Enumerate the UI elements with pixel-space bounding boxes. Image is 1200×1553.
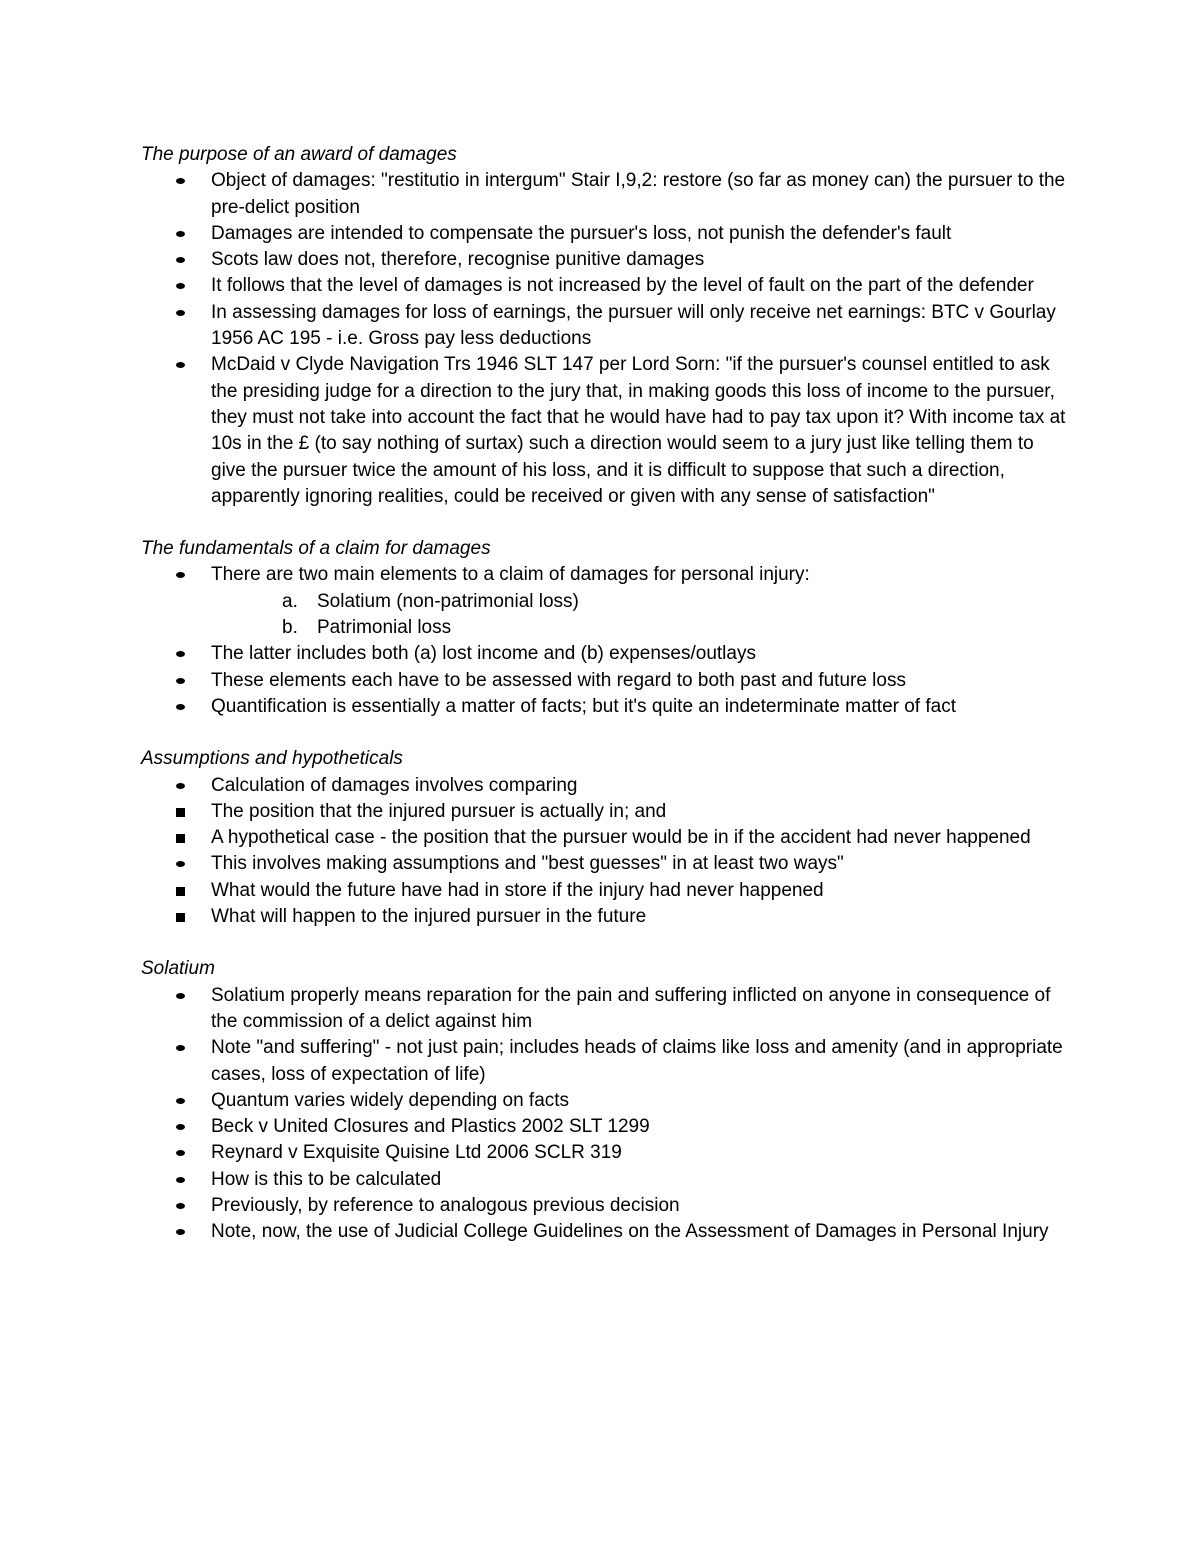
bullet-dot-icon [176,1140,194,1166]
list-item-text: What will happen to the injured pursuer in the future [211,906,647,928]
list-item-text: Object of damages: "restitutio in intergum" Stair I,9,2: restore (so far as money can) the pursuer to the pre-delict position [211,170,1066,218]
list-item [141,851,1071,877]
bullet-square-icon [176,799,194,825]
bullet-list [141,168,1071,510]
list-item [141,1193,1071,1219]
bullet-dot-icon [176,1035,194,1061]
list-item [141,668,1071,694]
bullet-dot-icon [176,851,194,877]
list-item [141,799,1071,825]
bullet-list [141,773,1071,931]
sub-list-marker: b. [282,617,298,639]
section-purpose [141,142,1071,510]
list-item-text: Scots law does not, therefore, recognise punitive damages [211,249,705,271]
list-item-text: The position that the injured pursuer is actually in; and [211,800,667,822]
sub-list-marker: a. [282,590,298,612]
list-item-text: A hypothetical case - the position that the pursuer would be in if the accident had never happened [211,827,1031,849]
list-item-text: Quantum varies widely depending on facts [211,1089,570,1111]
document-page [141,142,1071,1272]
list-item [141,641,1071,667]
list-item [141,1114,1071,1140]
list-item [141,273,1071,299]
list-item-text: Solatium (non-patrimonial loss) [317,590,579,612]
list-item-text: Damages are intended to compensate the pursuer's loss, not punish the defender's fault [211,222,952,244]
list-item-text: It follows that the level of damages is not increased by the level of fault on the part of the defender [211,275,1034,297]
bullet-dot-icon [176,562,194,588]
list-item [141,694,1071,720]
list-item-text: There are two main elements to a claim of damages for personal injury: [211,564,810,586]
list-item [141,1088,1071,1114]
list-item [141,904,1071,930]
section-heading: Solatium [141,958,215,980]
list-item-text: What would the future have had in store if the injury had never happened [211,879,824,901]
bullet-dot-icon [176,983,194,1009]
list-item [141,878,1071,904]
list-item-text: Note "and suffering" - not just pain; includes heads of claims like loss and amenity (and in appropriate cases, loss of expectation of life) [211,1037,1063,1085]
list-item [141,1167,1071,1193]
bullet-dot-icon [176,247,194,273]
list-item [141,247,1071,273]
list-item-text: Quantification is essentially a matter of facts; but it's quite an indeterminate matter of fact [211,695,956,717]
list-item-text: Beck v United Closures and Plastics 2002 SLT 1299 [211,1116,650,1138]
list-item [141,221,1071,247]
section-assumptions [141,746,1071,930]
bullet-dot-icon [176,773,194,799]
list-item-text: McDaid v Clyde Navigation Trs 1946 SLT 147 per Lord Sorn: "if the pursuer's counsel entitled to ask the presiding judge for a direction to the jury that, in making goods this loss of income to the pursuer, they must not take into account the fact that he would have had to pay tax upon it? With income tax at 10s in the £ (to say nothing of surtax) such a direction would seem to a jury just like telling them to give the pursuer twice the amount of his loss, and it is difficult to suppose that such a direction, apparently ignoring realities, could be received or given with any sense of satisfaction" [211,354,1066,507]
list-item [141,300,1071,353]
bullet-list [141,983,1071,1246]
bullet-dot-icon [176,641,194,667]
section-fundamentals [141,536,1071,720]
bullet-dot-icon [176,168,194,194]
list-item [141,168,1071,221]
section-heading: The purpose of an award of damages [141,144,457,165]
bullet-dot-icon [176,1193,194,1219]
bullet-dot-icon [176,1167,194,1193]
bullet-dot-icon [176,694,194,720]
list-item [141,562,1071,588]
list-item-text: These elements each have to be assessed with regard to both past and future loss [211,669,906,691]
list-item-text: Previously, by reference to analogous previous decision [211,1194,680,1216]
list-item-text: This involves making assumptions and "best guesses" in at least two ways" [211,853,844,875]
list-item-text: How is this to be calculated [211,1168,442,1190]
list-item [141,1035,1071,1088]
section-solatium [141,956,1071,1245]
bullet-dot-icon [176,352,194,378]
bullet-list [141,562,1071,720]
section-heading: The fundamentals of a claim for damages [141,538,491,560]
list-item [141,352,1071,510]
list-item-text: In assessing damages for loss of earnings, the pursuer will only receive net earnings: BTC v Gourlay 1956 AC 195 - i.e. Gross pay less deductions [211,301,1056,350]
bullet-dot-icon [176,668,194,694]
section-heading: Assumptions and hypotheticals [141,748,403,770]
list-item [141,825,1071,851]
list-item [141,983,1071,1036]
list-item-text: The latter includes both (a) lost income and (b) expenses/outlays [211,643,756,665]
list-item-text: Calculation of damages involves comparing [211,774,578,796]
bullet-dot-icon [176,1088,194,1114]
list-item [141,1140,1071,1166]
list-item [141,773,1071,799]
sub-list-item [141,615,1071,641]
bullet-dot-icon [176,1114,194,1140]
list-item [141,1219,1071,1245]
bullet-square-icon [176,825,194,851]
list-item-text: Note, now, the use of Judicial College Guidelines on the Assessment of Damages in Personal Injury [211,1221,1049,1243]
bullet-square-icon [176,878,194,904]
bullet-dot-icon [176,300,194,326]
list-item-text: Solatium properly means reparation for the pain and suffering inflicted on anyone in consequence of the commission of a delict against him [211,984,1051,1032]
bullet-square-icon [176,904,194,930]
sub-list-item [141,589,1071,615]
bullet-dot-icon [176,221,194,247]
bullet-dot-icon [176,273,194,299]
list-item-text: Patrimonial loss [317,617,452,639]
list-item-text: Reynard v Exquisite Quisine Ltd 2006 SCLR 319 [211,1142,622,1164]
bullet-dot-icon [176,1219,194,1245]
